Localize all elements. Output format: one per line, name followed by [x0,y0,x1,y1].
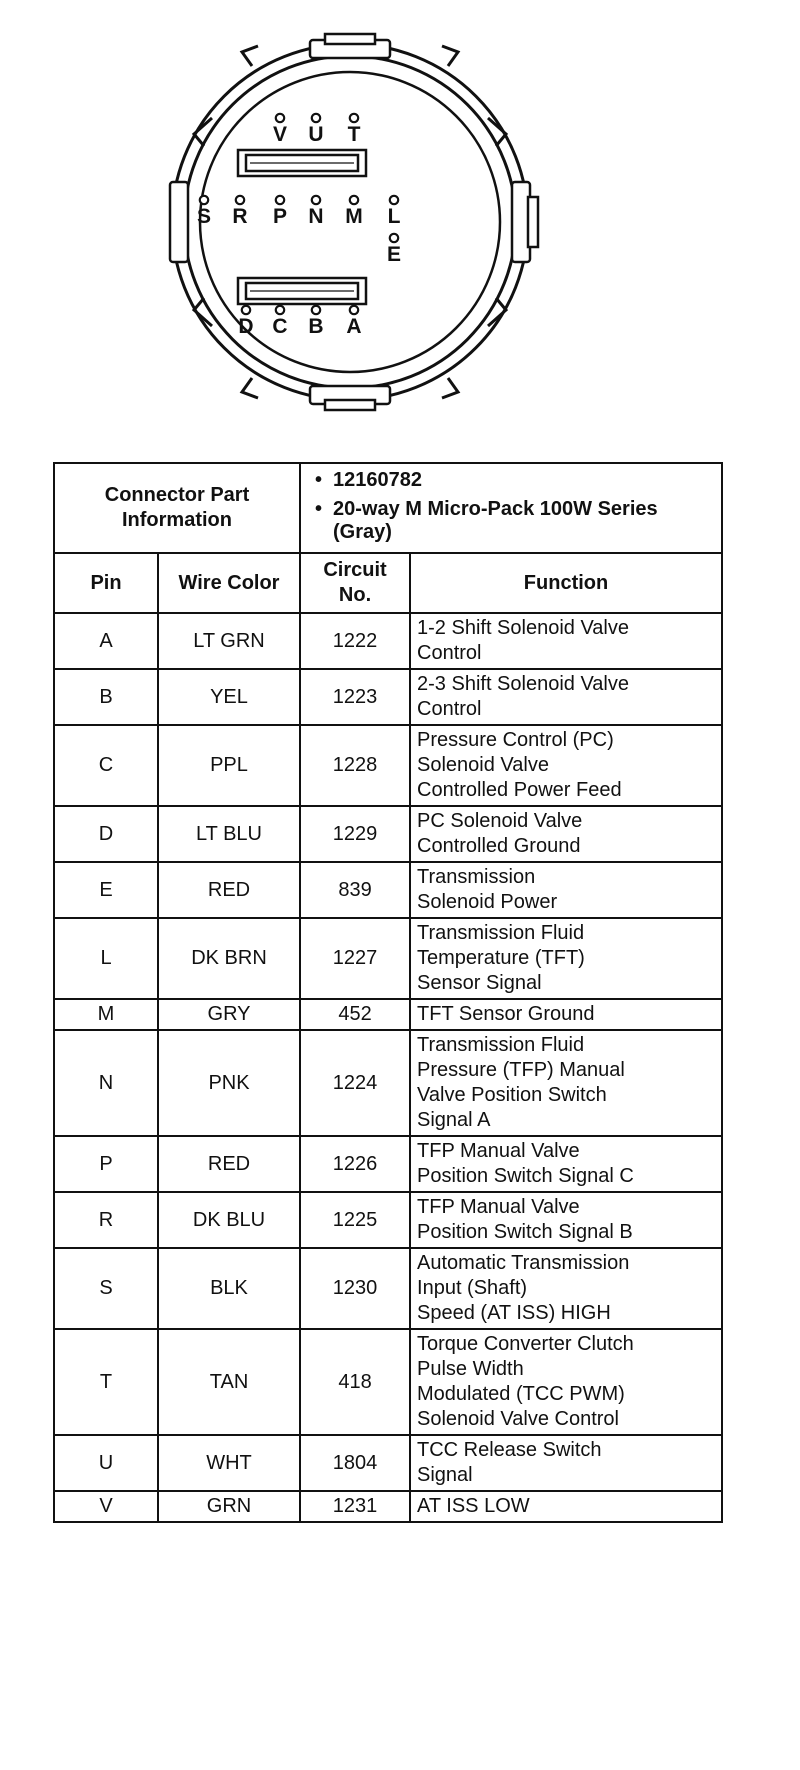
pin-dot [312,306,320,314]
function-line: Solenoid Valve [417,754,549,776]
pin-cell: L [54,918,158,999]
pin-e [387,234,401,266]
pin-label: B [308,315,324,338]
table-row [54,806,722,862]
pin-dot [312,114,320,122]
wire-color-cell: YEL [158,669,300,725]
circuit-cell: 452 [300,999,410,1030]
function-line: Valve Position Switch [417,1084,607,1106]
pin-cell: N [54,1030,158,1136]
function-line: Solenoid Valve Control [417,1408,619,1430]
pin-cell: E [54,862,158,918]
header-row [54,553,722,613]
function-cell [410,1491,722,1522]
pin-label: R [232,205,248,228]
function-line: Torque Converter Clutch [417,1333,634,1355]
pin-c [272,306,287,338]
pin-n [308,196,323,228]
pin-cell: V [54,1491,158,1522]
function-cell [410,999,722,1030]
pin-cell: P [54,1136,158,1192]
pin-dot [350,196,358,204]
part-info-item: • 20-way M Micro-Pack 100W Series (Gray) [307,498,715,544]
part-info-item: • 12160782 [307,469,715,492]
function-cell [410,806,722,862]
function-cell [410,613,722,669]
pinout-table-body [54,463,722,1522]
pin-dot [350,114,358,122]
part-info-cell [300,463,722,553]
pin-dot [276,114,284,122]
function-line: TFP Manual Valve [417,1140,580,1162]
table-row [54,999,722,1030]
pin-cell: C [54,725,158,806]
pin-v [273,114,287,146]
function-line: Temperature (TFT) [417,947,585,969]
table-row [54,1248,722,1329]
function-line: Signal A [417,1109,491,1131]
function-line: Pulse Width [417,1358,524,1380]
function-line: Sensor Signal [417,972,542,994]
function-line: PC Solenoid Valve [417,810,583,832]
function-line: Position Switch Signal B [417,1221,633,1243]
table-row [54,1435,722,1491]
pin-dot [312,196,320,204]
table-row [54,613,722,669]
table-row [54,862,722,918]
part-info-list [307,469,715,544]
pin-label: E [386,243,402,266]
circuit-cell: 418 [300,1329,410,1435]
wire-color-cell: GRY [158,999,300,1030]
function-line: Transmission Fluid [417,922,585,944]
function-line: AT ISS LOW [417,1495,530,1517]
function-cell [410,1030,722,1136]
function-cell [410,1435,722,1491]
table-row [54,1136,722,1192]
pin-dot [350,306,358,314]
pin-dot [236,196,244,204]
connector-face-diagram [150,22,550,422]
pin-cell: T [54,1329,158,1435]
circuit-cell: 1223 [300,669,410,725]
pin-cell: B [54,669,158,725]
pin-cell: A [54,613,158,669]
pin-cell: U [54,1435,158,1491]
table-row [54,918,722,999]
function-cell [410,725,722,806]
pin-cell: D [54,806,158,862]
pin-label: P [272,205,288,228]
wire-color-cell: BLK [158,1248,300,1329]
wire-color-cell: RED [158,1136,300,1192]
pin-label: T [347,123,361,146]
pin-b [308,306,323,338]
function-line: Modulated (TCC PWM) [417,1383,625,1405]
pin-m [345,196,363,228]
function-header: Function [410,553,722,613]
function-line: Transmission Fluid [417,1034,585,1056]
wire-color-cell: LT BLU [158,806,300,862]
pin-label: S [196,205,212,228]
wire-color-cell: LT GRN [158,613,300,669]
function-cell [410,1248,722,1329]
circuit-cell: 1224 [300,1030,410,1136]
wire-color-header: Wire Color [158,553,300,613]
pin-header: Pin [54,553,158,613]
pin-dot [390,234,398,242]
pin-label: V [272,123,288,146]
wire-color-cell: TAN [158,1329,300,1435]
wire-color-cell: DK BLU [158,1192,300,1248]
pin-label: D [238,315,254,338]
function-cell [410,669,722,725]
pin-a [346,306,361,338]
pin-l [388,196,401,228]
pin-d [238,306,253,338]
function-line: Speed (AT ISS) HIGH [417,1302,611,1324]
pin-dot [242,306,250,314]
pin-dot [276,306,284,314]
function-line: TCC Release Switch [417,1439,602,1461]
circuit-cell: 1227 [300,918,410,999]
function-line: 1-2 Shift Solenoid Valve [417,617,629,639]
function-line: Pressure (TFP) Manual [417,1059,625,1081]
wire-color-cell: PNK [158,1030,300,1136]
circuit-cell: 839 [300,862,410,918]
table-row [54,725,722,806]
part-info-label: Connector Part Information [54,463,300,553]
circuit-cell: 1230 [300,1248,410,1329]
circuit-cell: 1222 [300,613,410,669]
pin-dot [200,196,208,204]
circuit-cell: 1228 [300,725,410,806]
circuit-cell: 1229 [300,806,410,862]
function-line: Transmission [417,866,536,888]
circuit-cell: 1225 [300,1192,410,1248]
wire-color-cell: DK BRN [158,918,300,999]
pin-cell: S [54,1248,158,1329]
function-line: Controlled Power Feed [417,779,622,801]
pin-cell: R [54,1192,158,1248]
pinout-table [53,462,723,1523]
pin-dot [276,196,284,204]
pin-dot [390,196,398,204]
pin-cell: M [54,999,158,1030]
function-line: 2-3 Shift Solenoid Valve [417,673,629,695]
pin-label: M [345,205,363,228]
pin-s [197,196,211,228]
table-row [54,1192,722,1248]
pin-label: A [346,315,362,338]
table-row [54,669,722,725]
circuit-no-header: Circuit No. [300,553,410,613]
function-line: TFT Sensor Ground [417,1003,595,1025]
table-row [54,1491,722,1522]
wire-color-cell: GRN [158,1491,300,1522]
function-line: Solenoid Power [417,891,558,913]
pin-label: N [308,205,324,228]
table-row [54,1329,722,1435]
pin-label: U [308,123,324,146]
wire-color-cell: WHT [158,1435,300,1491]
pin-label: C [272,315,288,338]
wire-color-cell: RED [158,862,300,918]
function-line: Signal [417,1464,473,1486]
function-cell [410,918,722,999]
function-line: Control [417,642,482,664]
function-line: Input (Shaft) [417,1277,528,1299]
function-line: Automatic Transmission [417,1252,630,1274]
function-line: Controlled Ground [417,835,581,857]
function-line: Control [417,698,482,720]
function-line: Pressure Control (PC) [417,729,614,751]
function-cell [410,1329,722,1435]
pin-t [348,114,361,146]
pin-p [273,196,287,228]
function-cell [410,1192,722,1248]
circuit-cell: 1226 [300,1136,410,1192]
circuit-cell: 1231 [300,1491,410,1522]
part-info-row [54,463,722,553]
pin-label: L [387,205,401,228]
function-cell [410,1136,722,1192]
function-line: TFP Manual Valve [417,1196,580,1218]
table-row [54,1030,722,1136]
function-line: Position Switch Signal C [417,1165,634,1187]
circuit-cell: 1804 [300,1435,410,1491]
wire-color-cell: PPL [158,725,300,806]
pin-u [308,114,323,146]
pin-r [232,196,247,228]
function-cell [410,862,722,918]
